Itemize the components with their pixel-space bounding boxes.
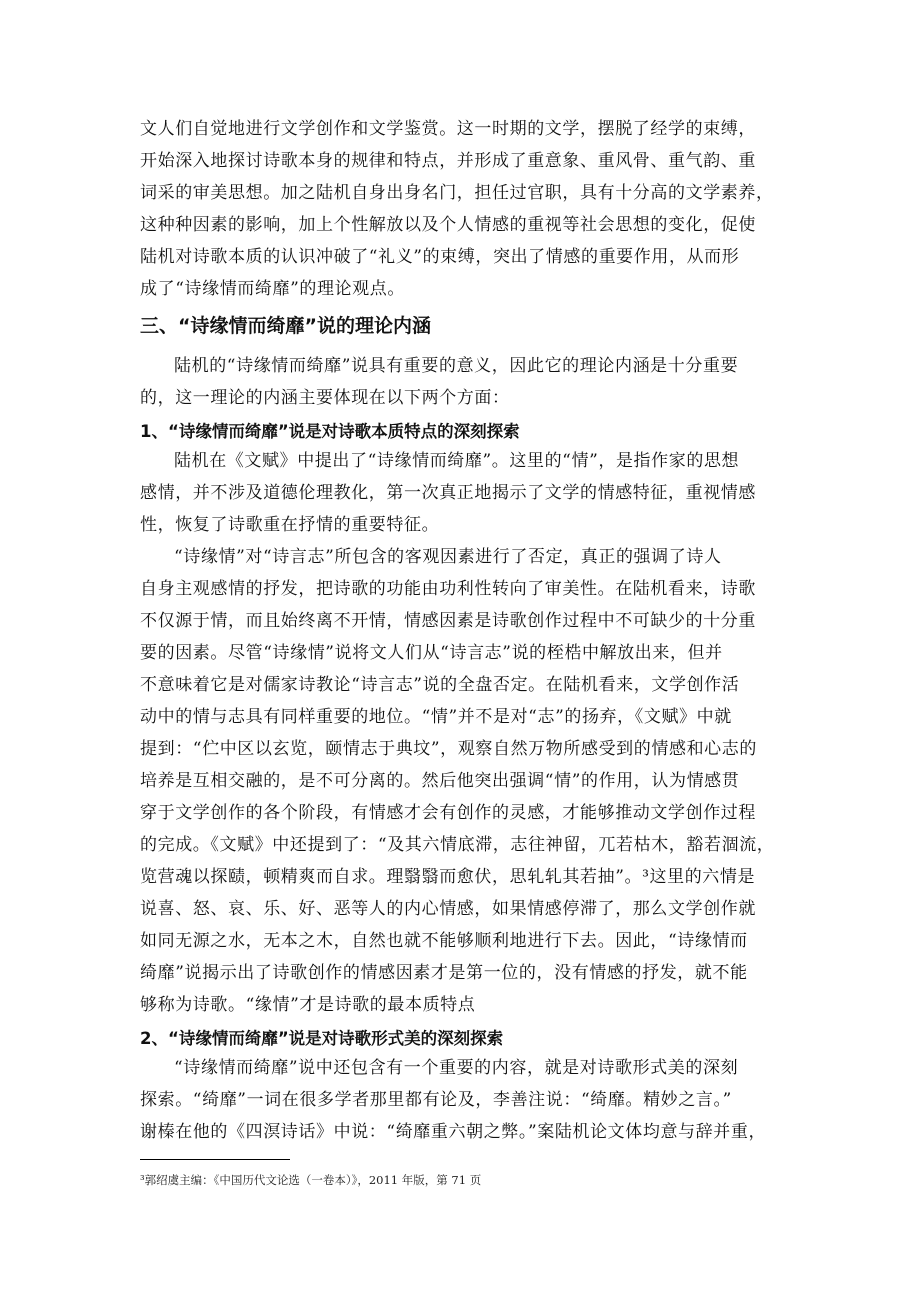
paragraph-line: 绮靡”说揭示出了诗歌创作的情感因素才是第一位的，没有情感的抒发，就不能 [140, 963, 748, 983]
paragraph-line: 穿于文学创作的各个阶段，有情感才会有创作的灵感，才能够推动文学创作过程 [140, 803, 756, 823]
paragraph-line: 览营魂以探赜，顿精爽而自求。理翳翳而愈伏，思轧轧其若抽”。³这里的六情是 [140, 867, 756, 887]
paragraph-line: 自身主观感情的抒发，把诗歌的功能由功利性转向了审美性。在陆机看来，诗歌 [140, 579, 756, 599]
paragraph-line: 感情，并不涉及道德伦理教化，第一次真正地揭示了文学的情感特征，重视情感 [140, 483, 756, 503]
paragraph-line: 探索。“绮靡”一词在很多学者那里都有论及，李善注说：“绮靡。精妙之言。” [140, 1090, 732, 1110]
paragraph-line: 陆机对诗歌本质的认识冲破了“礼义”的束缚，突出了情感的重要作用，从而形 [140, 247, 740, 267]
paragraph-line: “诗缘情而绮靡”说中还包含有一个重要的内容，就是对诗歌形式美的深刻 [174, 1058, 739, 1078]
subsection-heading: 2、“诗缘情而绮靡”说是对诗歌形式美的深刻探索 [140, 1029, 504, 1048]
paragraph-line: 够称为诗歌。“缘情”才是诗歌的最本质特点 [140, 995, 476, 1015]
paragraph-line: 性，恢复了诗歌重在抒情的重要特征。 [140, 515, 440, 535]
paragraph-line: 培养是互相交融的，是不可分离的。然后他突出强调“情”的作用，认为情感贯 [140, 771, 740, 791]
footnote: ³郭绍虞主编：《中国历代文论选（一卷本）》，2011 年版，第 71 页 [140, 1173, 482, 1187]
paragraph-line: 陆机的“诗缘情而绮靡”说具有重要的意义，因此它的理论内涵是十分重要 [174, 356, 739, 376]
paragraph-line: 这种种因素的影响，加上个性解放以及个人情感的重视等社会思想的变化，促使 [140, 215, 756, 235]
paragraph-line: 成了“诗缘情而绮靡”的理论观点。 [140, 279, 405, 299]
footnote-separator [140, 1159, 290, 1160]
paragraph-line: 不意味着它是对儒家诗教论“诗言志”说的全盘否定。在陆机看来，文学创作活 [140, 675, 740, 695]
paragraph-line: 词采的审美思想。加之陆机自身出身名门，担任过官职，具有十分高的文学素养， [140, 183, 774, 203]
paragraph-line: 说喜、怒、哀、乐、好、恶等人的内心情感，如果情感停滞了，那么文学创作就 [140, 899, 756, 919]
paragraph-line: 陆机在《文赋》中提出了“诗缘情而绮靡”。这里的“情”，是指作家的思想 [174, 451, 740, 471]
subsection-heading: 1、“诗缘情而绮靡”说是对诗歌本质特点的深刻探索 [140, 422, 520, 441]
paragraph-line: 动中的情与志具有同样重要的地位。“情”并不是对“志”的扬弃，《文赋》中就 [140, 707, 732, 727]
paragraph-line: 不仅源于情，而且始终离不开情，情感因素是诗歌创作过程中不可缺少的十分重 [140, 611, 756, 631]
paragraph-line: “诗缘情”对“诗言志”所包含的客观因素进行了否定，真正的强调了诗人 [174, 547, 722, 567]
paragraph-line: 开始深入地探讨诗歌本身的规律和特点，并形成了重意象、重风骨、重气韵、重 [140, 151, 756, 171]
paragraph-line: 如同无源之水，无本之木，自然也就不能够顺利地进行下去。因此，“诗缘情而 [140, 931, 748, 951]
paragraph-line: 要的因素。尽管“诗缘情”说将文人们从“诗言志”说的桎梏中解放出来，但并 [140, 643, 723, 663]
section-heading: 三、“诗缘情而绮靡”说的理论内涵 [140, 315, 431, 337]
paragraph-line: 文人们自觉地进行文学创作和文学鉴赏。这一时期的文学，摆脱了经学的束缚， [140, 119, 756, 139]
paragraph-line: 谢榛在他的《四溟诗话》中说：“绮靡重六朝之弊。”案陆机论文体均意与辞并重， [140, 1122, 767, 1142]
paragraph-line: 的完成。《文赋》中还提到了：“及其六情底滞，志往神留，兀若枯木，豁若涸流， [140, 835, 775, 855]
paragraph-line: 的，这一理论的内涵主要体现在以下两个方面： [140, 388, 510, 408]
paragraph-line: 提到：“伫中区以玄览，颐情志于典坟”，观察自然万物所感受到的情感和心志的 [140, 739, 757, 759]
